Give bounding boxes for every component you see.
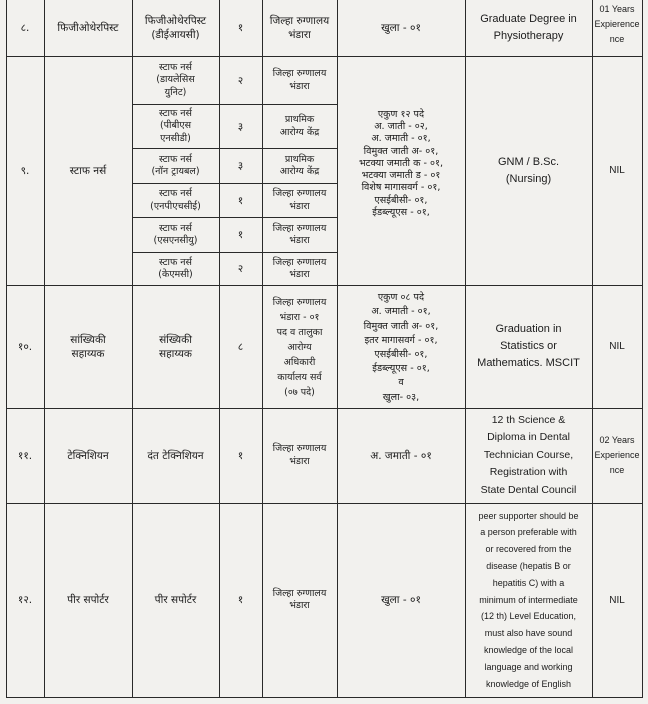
post-count: १ xyxy=(237,22,244,34)
experience: NIL xyxy=(609,341,625,352)
post-count: १ xyxy=(237,449,244,462)
post-count: २ xyxy=(237,74,244,87)
posting-place: प्राथमिक आरोग्य केंद्र xyxy=(279,153,320,177)
posting-place: जिल्हा रुग्णालय भंडारा xyxy=(272,256,327,280)
experience: NIL xyxy=(609,165,625,176)
posting-place: जिल्हा रुग्णालय भंडारा - ०१ पद व तालुका आरोग्य अधिकारी कार्यालय सर्व (०७ पदे) xyxy=(272,296,327,398)
post-count: ३ xyxy=(237,160,244,172)
row-serial: १०. xyxy=(17,340,33,353)
qualification: Graduate Degree in Physiotherapy xyxy=(480,13,577,42)
sub-post-name: फिजीओथेरपिस्ट (डीईआयसी) xyxy=(144,15,207,41)
experience: NIL xyxy=(609,594,625,606)
row-serial: ११. xyxy=(17,449,33,462)
col-divider xyxy=(642,0,643,698)
posting-place: जिल्हा रुग्णालय भंडारा xyxy=(272,587,327,611)
post-count: २ xyxy=(237,263,244,275)
post-count: ८ xyxy=(237,340,244,353)
posting-place: जिल्हा रुग्णालय भंडारा xyxy=(272,443,327,467)
qualification: 12 th Science & Diploma in Dental Technician Course, Registration with State Dental Council xyxy=(480,413,577,496)
sub-post-name: स्टाफ नर्स (एनपीएचसीई) xyxy=(150,188,201,212)
sub-post-name: स्टाफ नर्स (पीबीएस एनसीडी) xyxy=(159,107,192,144)
post-count: ३ xyxy=(237,120,244,133)
post-name: सांख्यिकी सहाय्यक xyxy=(70,333,106,360)
qualification: peer supporter should be a person preferable with or recovered from the disease (hepatis B or hepatitis C) with a minimum of intermediate (12 th) Level Education, must also have sound knowledge of the local language and working knowledge of English xyxy=(478,510,579,689)
sub-post-name: स्टाफ नर्स (एसएनसीयु) xyxy=(153,222,198,246)
post-name: पीर सपोर्टर xyxy=(67,594,109,606)
post-name: स्टाफ नर्स xyxy=(69,164,107,177)
reservation-category: एकुण १२ पदे अ. जाती - ०२, अ. जमाती - ०१, विमुक्त जाती अ- ०१, भटक्या जमाती क - ०१, भटक्या जमाती ड - ०१ विशेष मागासवर्ग - ०१, एसईबीसी- ०१, ईडब्ल्यूएस - ०१, xyxy=(358,109,444,218)
post-count: १ xyxy=(237,194,244,207)
posting-place: जिल्हा रुग्णालय भंडारा xyxy=(272,188,327,212)
experience: 02 Years Experience nce xyxy=(594,435,640,475)
sub-post-name: पीर सपोर्टर xyxy=(154,594,197,606)
sub-post-name: स्टाफ नर्स (नॉन ट्रायबल) xyxy=(151,153,200,177)
row-serial: १२. xyxy=(17,594,33,606)
qualification: GNM / B.Sc. (Nursing) xyxy=(497,155,560,185)
post-count: १ xyxy=(237,594,244,606)
post-name: टेक्निशियन xyxy=(67,449,109,462)
experience: 01 Years Expierence nce xyxy=(594,4,640,44)
posting-place: प्राथमिक आरोग्य केंद्र xyxy=(279,114,320,138)
sub-post-name: स्टाफ नर्स (डायलेसिस युनिट) xyxy=(156,61,195,98)
post-name: फिजीओथेरपिस्ट xyxy=(57,22,119,34)
sub-post-name: संख्यिकी सहाय्यक xyxy=(159,333,192,360)
row-serial: ९. xyxy=(20,164,30,177)
row-divider xyxy=(6,697,642,698)
qualification: Graduation in Statistics or Mathematics. MSCIT xyxy=(477,323,580,369)
reservation-category: खुला - ०१ xyxy=(381,22,421,34)
reservation-category: खुला - ०१ xyxy=(381,594,421,606)
posting-place: जिल्हा रुग्णालय भंडारा xyxy=(272,68,327,92)
reservation-category: अ. जमाती - ०१ xyxy=(370,449,432,462)
posting-place: जिल्हा रुग्णालय भंडारा xyxy=(269,15,330,41)
reservation-category: एकुण ०८ पदे अ. जमाती - ०१, विमुक्त जाती अ- ०१, इतर मागासवर्ग - ०१, एसईबीसी- ०१, ईडब्ल्यूएस - ०१, व खुला- ०३, xyxy=(363,292,439,403)
row-serial: ८. xyxy=(20,22,30,34)
post-count: १ xyxy=(237,229,244,241)
posting-place: जिल्हा रुग्णालय भंडारा xyxy=(272,222,327,246)
sub-post-name: दंत टेक्निशियन xyxy=(147,449,204,462)
sub-post-name: स्टाफ नर्स (केएमसी) xyxy=(158,256,193,280)
